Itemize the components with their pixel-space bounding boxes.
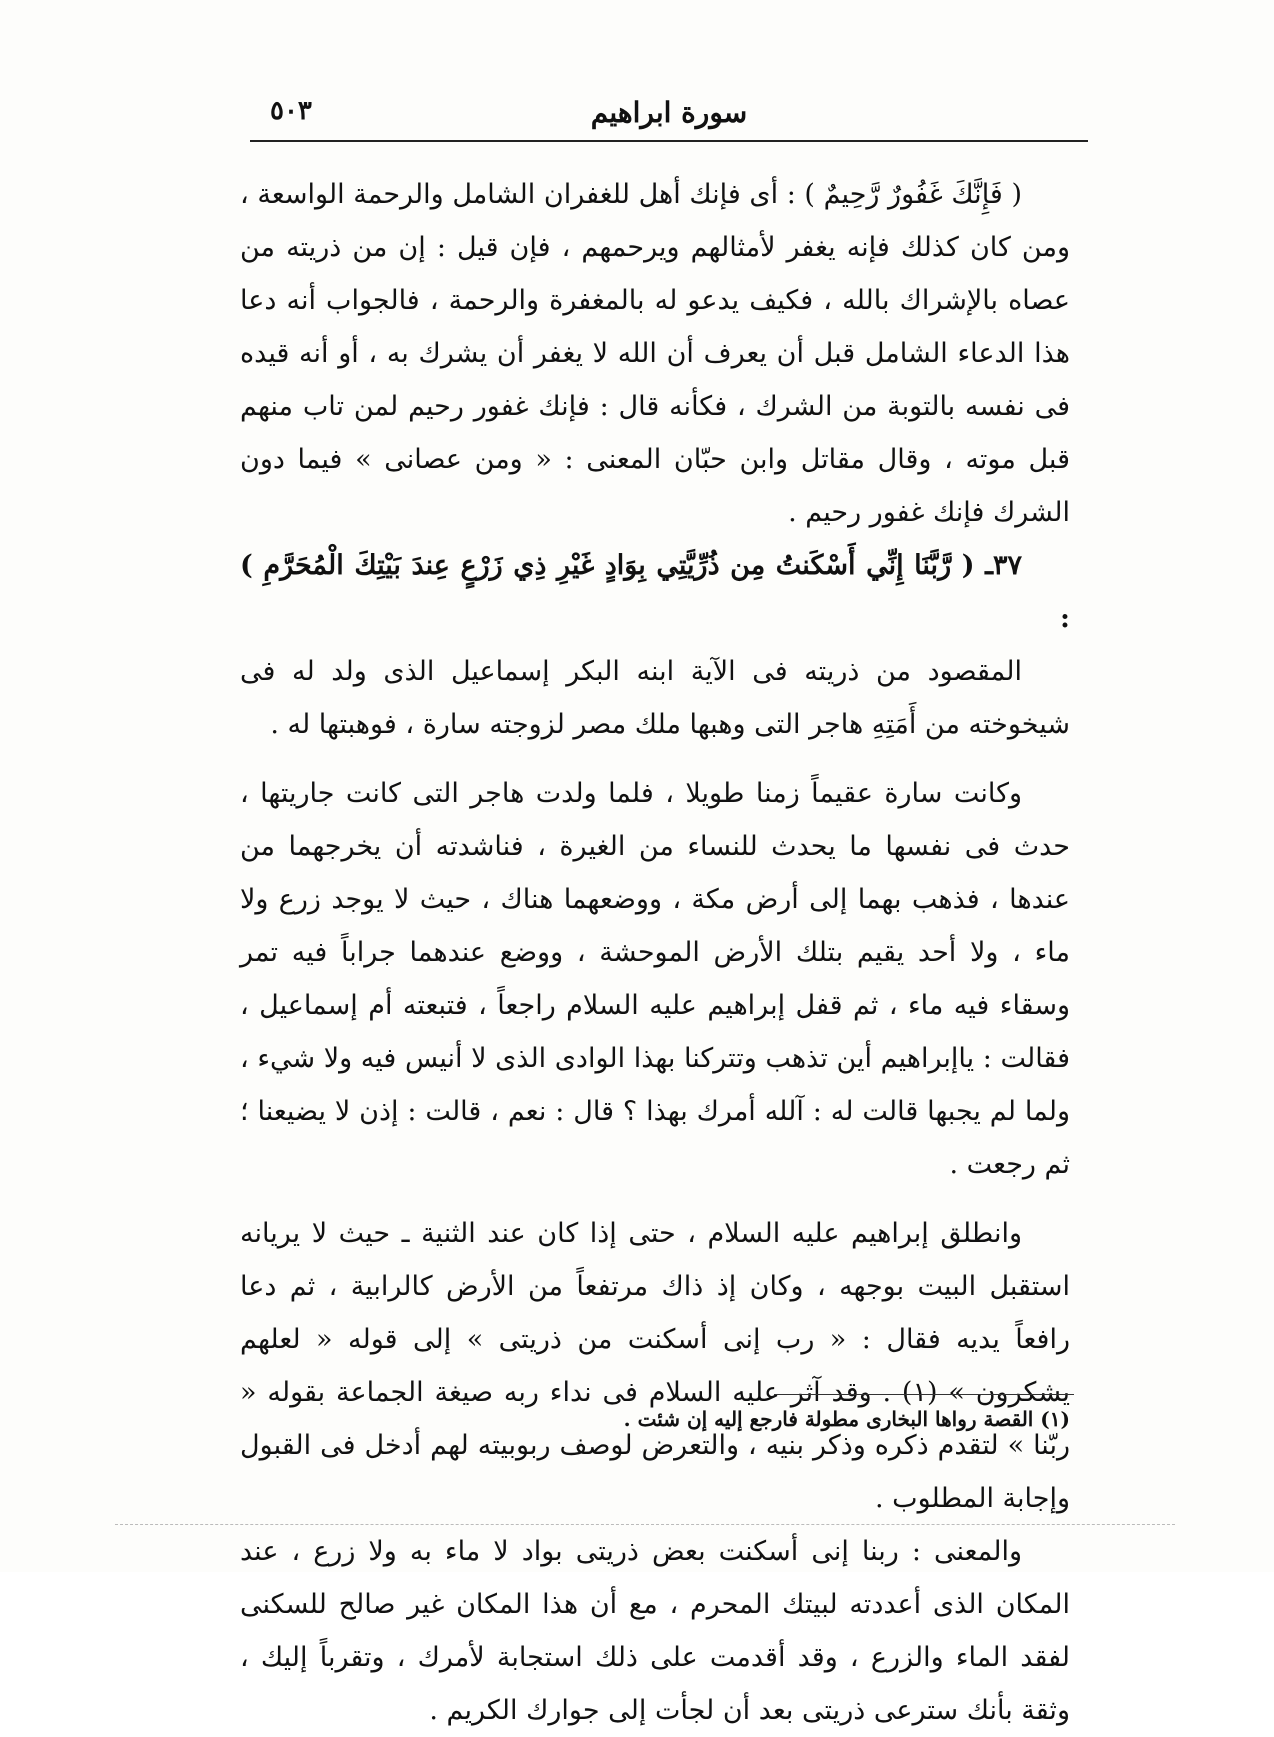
header-divider bbox=[250, 140, 1088, 142]
page-header bbox=[250, 92, 1088, 136]
verse-37-heading: ٣٧ـ ( رَّبَّنَا إِنِّي أَسْكَنتُ مِن ذُرِّيَّتِي بِوَادٍ غَيْرِ ذِي زَرْعٍ عِندَ بَيْتِكَ الْمُحَرَّمِ ) : bbox=[240, 550, 1070, 634]
paragraph-ishmael: المقصود من ذريته فى الآية ابنه البكر إسماعيل الذى ولد له فى شيخوخته من أَمَتِهِ هاجر التى وهبها ملك مصر لزوجته سارة ، فوهبتها له . bbox=[240, 656, 1070, 740]
footnote-divider bbox=[774, 1394, 1074, 1395]
main-text bbox=[240, 168, 1070, 1737]
paragraph-meaning: والمعنى : ربنا إنى أسكنت بعض ذريتى بواد لا ماء به ولا زرع ، عند المكان الذى أعددته لبيتك المحرم ، مع أن هذا المكان غير صالح للسكنى لفقد الماء والزرع ، وقد أقدمت على ذلك استجابة لأمرك ، وتقرباً إليك ، وثقة بأنك سترعى ذريتى بعد أن لجأت إلى جوارك الكريم . bbox=[240, 1536, 1070, 1726]
paragraph-commentary-36: ( فَإِنَّكَ غَفُورٌ رَّحِيمٌ ) : أى فإنك أهل للغفران الشامل والرحمة الواسعة ، ومن كان كذلك فإنه يغفر لأمثالهم ويرحمهم ، فإن قيل : إن من ذريته من عصاه بالإشراك بالله ، فكيف يدعو له بالمغفرة والرحمة ، فالجواب أنه دعا هذا الدعاء الشامل قبل أن يعرف أن الله لا يغفر أن يشرك به ، أو أنه قيده فى نفسه بالتوبة من الشرك ، فكأنه قال : فإنك غفور رحيم لمن تاب منهم قبل موته ، وقال مقاتل وابن حبّان المعنى : « ومن عصانى » فيما دون الشرك فإنك غفور رحيم . bbox=[240, 179, 1070, 528]
scan-edge-line bbox=[115, 1524, 1175, 1525]
page-number: ٥٠٣ bbox=[270, 96, 312, 126]
paragraph-ibrahim-prayer: وانطلق إبراهيم عليه السلام ، حتى إذا كان عند الثنية ـ حيث لا يريانه استقبل البيت بوجهه ، وكان إذ ذاك مرتفعاً من الأرض كالرابية ، ثم دعا رافعاً يديه فقال : « رب إنى أسكنت من ذريتى » إلى قوله « لعلهم يشكرون » (١) . وقد آثر عليه السلام فى نداء ربه صيغة الجماعة بقوله « ربّنا » لتقدم ذكره وذكر بنيه ، والتعرض لوصف ربوبيته لهم أدخل فى القبول وإجابة المطلوب . bbox=[240, 1218, 1070, 1514]
footnote: (١) القصة رواها البخارى مطولة فارجع إليه إن شئت . bbox=[623, 1407, 1070, 1431]
surah-title: سورة ابراهيم bbox=[590, 96, 748, 129]
paragraph-sarah-hagar: وكانت سارة عقيماً زمنا طويلا ، فلما ولدت هاجر التى كانت جاريتها ، حدث فى نفسها ما يحدث للنساء من الغيرة ، فناشدته أن يخرجهما من عندها ، فذهب بهما إلى أرض مكة ، ووضعهما هناك ، حيث لا يوجد زرع ولا ماء ، ولا أحد يقيم بتلك الأرض الموحشة ، ووضع عندهما جراباً فيه تمر وسقاء فيه ماء ، ثم قفل إبراهيم عليه السلام راجعاً ، فتبعته أم إسماعيل ، فقالت : ياإبراهيم أين تذهب وتتركنا بهذا الوادى الذى لا أنيس فيه ولا شيء ، ولما لم يجبها قالت له : آلله أمرك بهذا ؟ قال : نعم ، قالت : إذن لا يضيعنا ؛ ثم رجعت . bbox=[240, 778, 1070, 1180]
